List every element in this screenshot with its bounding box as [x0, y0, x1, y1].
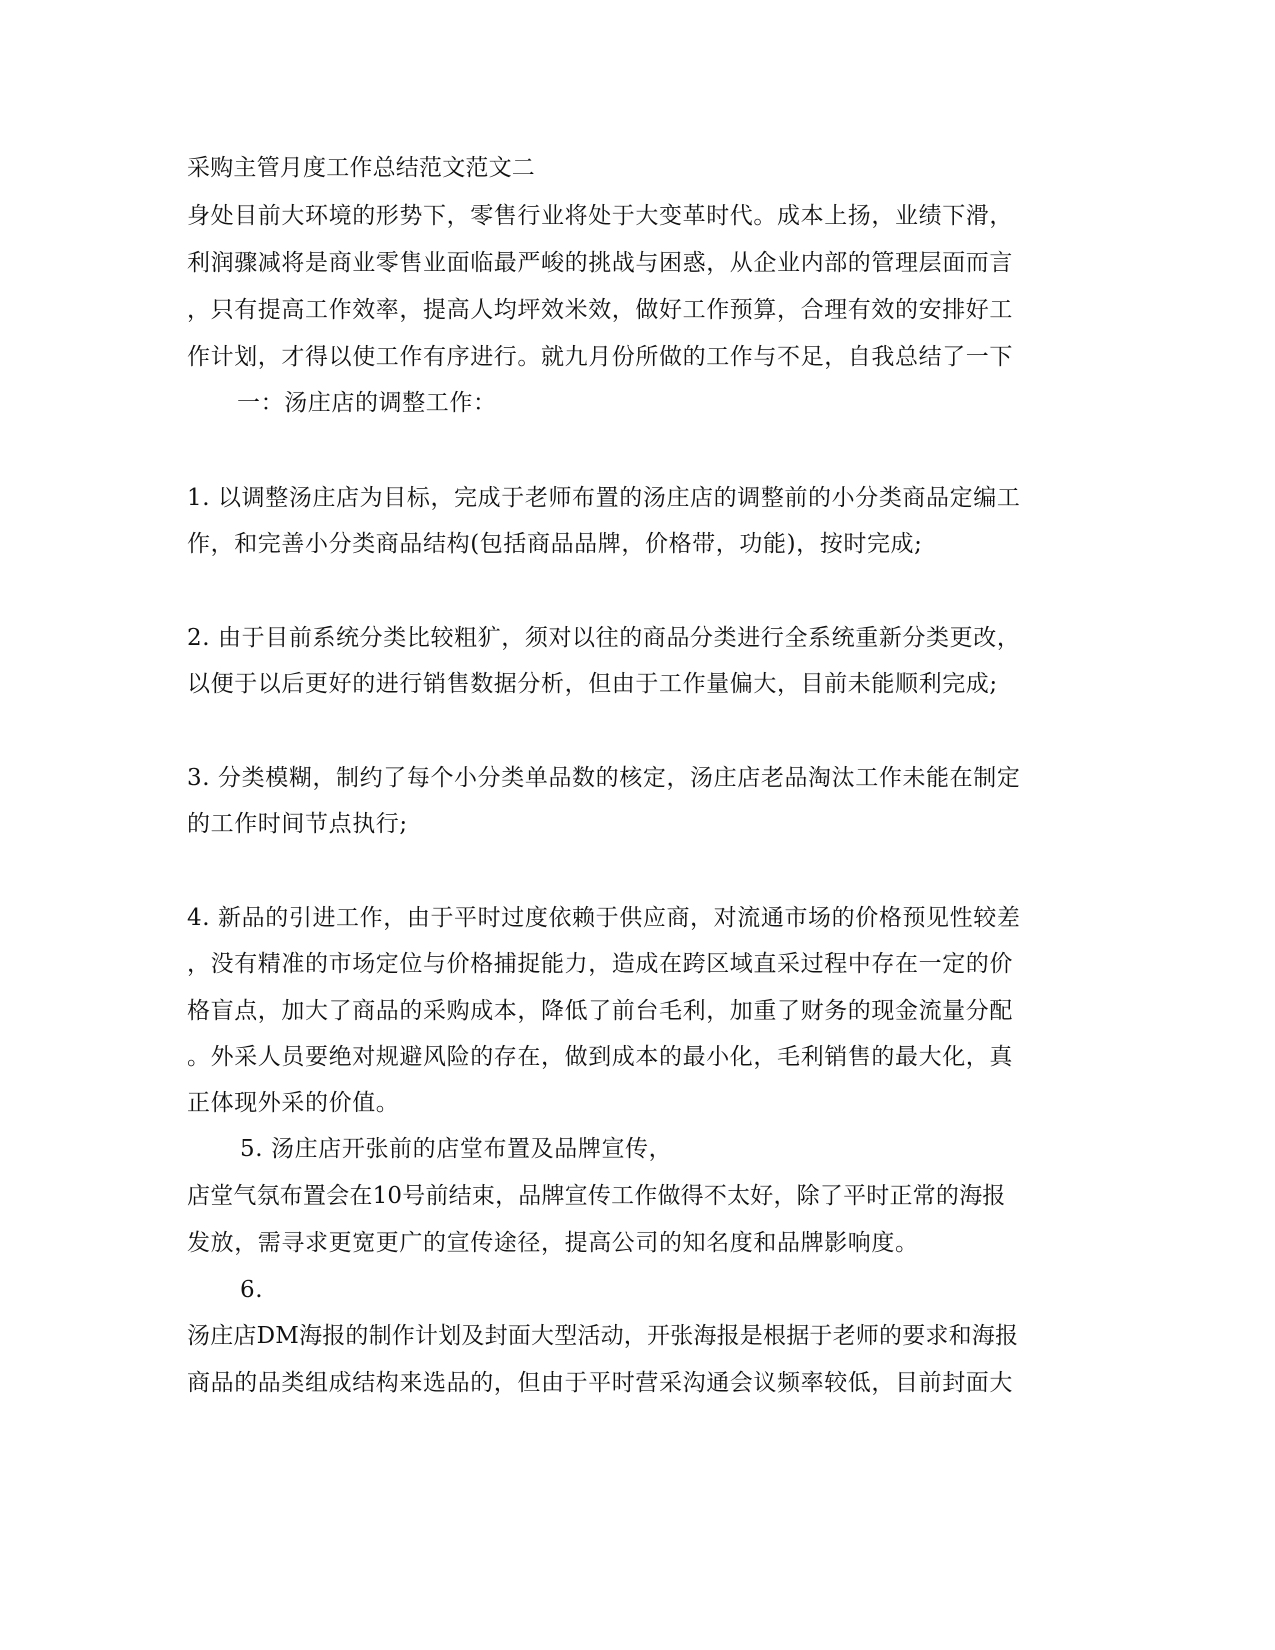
- item6-heading: 6.: [240, 1277, 264, 1303]
- item2-line-2: 以便于以后更好的进行销售数据分析，但由于工作量偏大，目前未能顺利完成;: [187, 671, 998, 697]
- item2-line-1: 2. 由于目前系统分类比较粗犷，须对以往的商品分类进行全系统重新分类更改，: [187, 625, 1021, 651]
- item3-line-2: 的工作时间节点执行;: [187, 811, 408, 837]
- item5-heading: 5. 汤庄店开张前的店堂布置及品牌宣传，: [240, 1136, 673, 1162]
- item1-line-1: 1. 以调整汤庄店为目标，完成于老师布置的汤庄店的调整前的小分类商品定编工: [187, 485, 1021, 511]
- item5-line-2: 发放，需寻求更宽更广的宣传途径，提高公司的知名度和品牌影响度。: [187, 1230, 919, 1256]
- item4-line-1: 4. 新品的引进工作，由于平时过度依赖于供应商，对流通市场的价格预见性较差: [187, 905, 1021, 931]
- item6-line-2: 商品的品类组成结构来选品的，但由于平时营采沟通会议频率较低，目前封面大: [187, 1370, 1013, 1396]
- item6-line-1: 汤庄店DM海报的制作计划及封面大型活动，开张海报是根据于老师的要求和海报: [187, 1323, 1019, 1349]
- item4-line-5: 正体现外采的价值。: [187, 1090, 400, 1116]
- item4-line-3: 格盲点，加大了商品的采购成本，降低了前台毛利，加重了财务的现金流量分配: [187, 998, 1013, 1024]
- document-title: 采购主管月度工作总结范文范文二: [187, 155, 535, 181]
- item1-line-2: 作，和完善小分类商品结构(包括商品品牌，价格带，功能)，按时完成;: [187, 531, 923, 557]
- intro-line-2: 利润骤减将是商业零售业面临最严峻的挑战与困惑，从企业内部的管理层面而言: [187, 250, 1013, 276]
- intro-line-3: ，只有提高工作效率，提高人均坪效米效，做好工作预算，合理有效的安排好工: [187, 297, 1013, 323]
- intro-line-4: 作计划，才得以使工作有序进行。就九月份所做的工作与不足，自我总结了一下: [187, 344, 1013, 370]
- item5-line-1: 店堂气氛布置会在10号前结束，品牌宣传工作做得不太好，除了平时正常的海报: [187, 1183, 1006, 1209]
- item3-line-1: 3. 分类模糊，制约了每个小分类单品数的核定，汤庄店老品淘汰工作未能在制定: [187, 765, 1021, 791]
- intro-line-1: 身处目前大环境的形势下，零售行业将处于大变革时代。成本上扬，业绩下滑，: [187, 203, 1013, 229]
- item4-line-4: 。外采人员要绝对规避风险的存在，做到成本的最小化，毛利销售的最大化，真: [187, 1044, 1013, 1070]
- item4-line-2: ，没有精准的市场定位与价格捕捉能力，造成在跨区域直采过程中存在一定的价: [187, 951, 1013, 977]
- section-heading: 一：汤庄店的调整工作：: [237, 390, 497, 416]
